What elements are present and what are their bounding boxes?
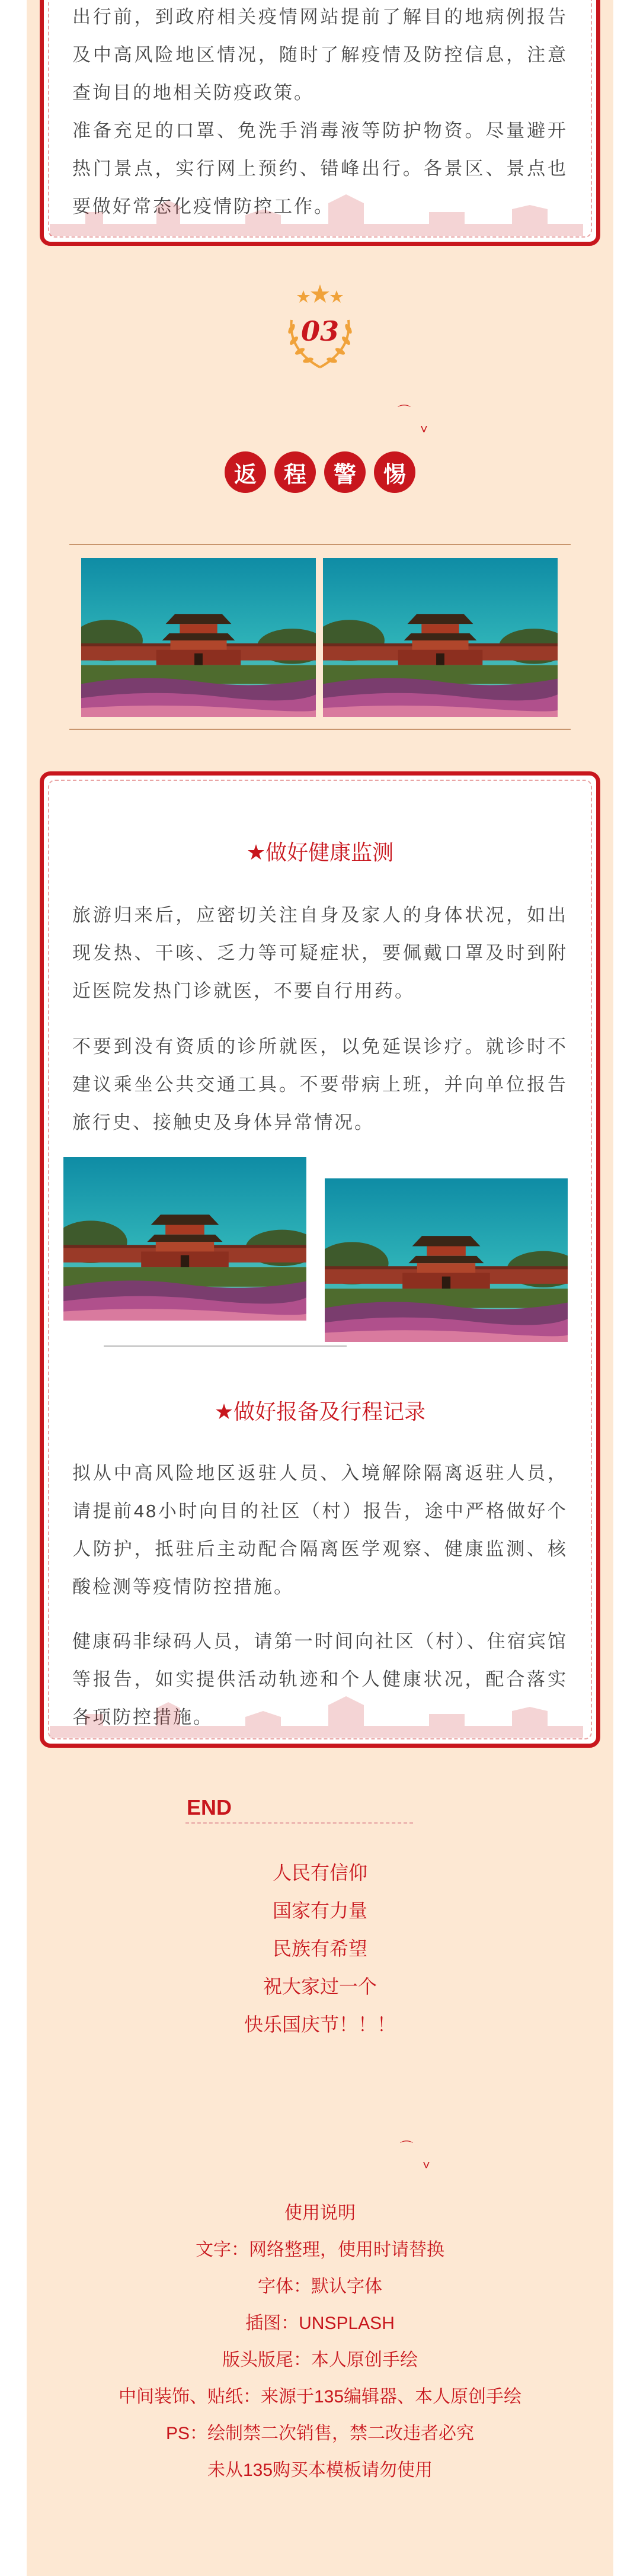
usage-line: 版头版尾：本人原创手绘 <box>222 2350 418 2370</box>
divider-line <box>104 1345 347 1347</box>
photo-tiananmen-right <box>323 558 558 717</box>
closing-line: 人民有信仰 <box>272 1862 367 1883</box>
closing-line: 快乐国庆节！！！ <box>244 2014 396 2035</box>
end-label: END <box>187 1795 232 1819</box>
usage-line: PS：绘制禁二次销售，禁二改违者必究 <box>165 2424 475 2443</box>
usage-line: 中间装饰、贴纸：来源于135编辑器、本人原创手绘 <box>118 2387 522 2407</box>
bird-icon: ⌒ <box>400 2140 414 2155</box>
skyline-decoration <box>50 1690 583 1738</box>
photo-tiananmen-card-left <box>63 1157 306 1321</box>
section-number-badge <box>261 278 379 385</box>
photo-tiananmen-left <box>81 558 316 717</box>
usage-line: 未从135购买本模板请勿使用 <box>207 2460 433 2480</box>
usage-line: 文字：网络整理，使用时请替换 <box>196 2240 444 2260</box>
end-divider <box>185 1822 413 1824</box>
photo-tiananmen-card-right <box>325 1178 568 1342</box>
title-char: 返 <box>225 451 266 493</box>
card2-paragraph-4: 健康码非绿码人员，请第一时间向社区（村）、住宿宾馆等报告，如实提供活动轨迹和个人健康状况，配合落实各项防控措施。 <box>72 1631 568 1728</box>
closing-line: 民族有希望 <box>272 1938 367 1959</box>
usage-line: 插图：UNSPLASH <box>245 2314 395 2333</box>
card2-paragraph-2: 不要到没有资质的诊所就医，以免延误诊疗。就诊时不建议乘坐公共交通工具。不要带病上班，并向单位报告旅行史、接触史及身体异常情况。 <box>72 1036 568 1133</box>
section-number: 03 <box>300 315 339 347</box>
divider-line <box>69 544 571 545</box>
bird-icon: ˅ <box>420 422 428 437</box>
usage-line: 字体：默认字体 <box>258 2277 382 2296</box>
closing-line: 祝大家过一个 <box>263 1976 377 1997</box>
health-monitoring-heading: ★做好健康监测 <box>246 840 394 864</box>
travel-prep-card <box>40 0 600 246</box>
skyline-decoration <box>50 188 583 236</box>
title-char: 程 <box>274 451 316 493</box>
bird-icon: ⌒ <box>398 404 411 419</box>
card1-paragraph-2: 准备充足的口罩、免洗手消毒液等防护物资。尽量避开热门景点，实行网上预约、错峰出行。各景区、景点也要做好常态化疫情防控工作。 <box>72 120 568 217</box>
title-char: 惕 <box>374 451 415 493</box>
card2-paragraph-3: 拟从中高风险地区返驻人员、入境解除隔离返驻人员，请提前48小时向目的社区（村）报告，途中严格做好个人防护，抵驻后主动配合隔离医学观察、健康监测、核酸检测等疫情防控措施。 <box>72 1463 568 1597</box>
section-title <box>27 451 613 493</box>
return-precautions-card <box>40 771 600 1748</box>
card2-paragraph-1: 旅游归来后，应密切关注自身及家人的身体状况，如出现发热、干咳、乏力等可疑症状，要佩戴口罩及时到附近医院发热门诊就医，不要自行用药。 <box>72 905 568 1001</box>
closing-line: 国家有力量 <box>272 1900 367 1921</box>
title-char: 警 <box>324 451 366 493</box>
bird-icon: ˅ <box>423 2158 430 2173</box>
travel-report-heading: ★做好报备及行程记录 <box>214 1399 426 1424</box>
card1-paragraph-1: 出行前，到政府相关疫情网站提前了解目的地病例报告及中高风险地区情况，随时了解疫情及防控信息，注意查询目的地相关防疫政策。 <box>72 7 568 103</box>
divider-line <box>69 729 571 730</box>
usage-title: 使用说明 <box>284 2203 356 2223</box>
article-page <box>27 0 613 2576</box>
